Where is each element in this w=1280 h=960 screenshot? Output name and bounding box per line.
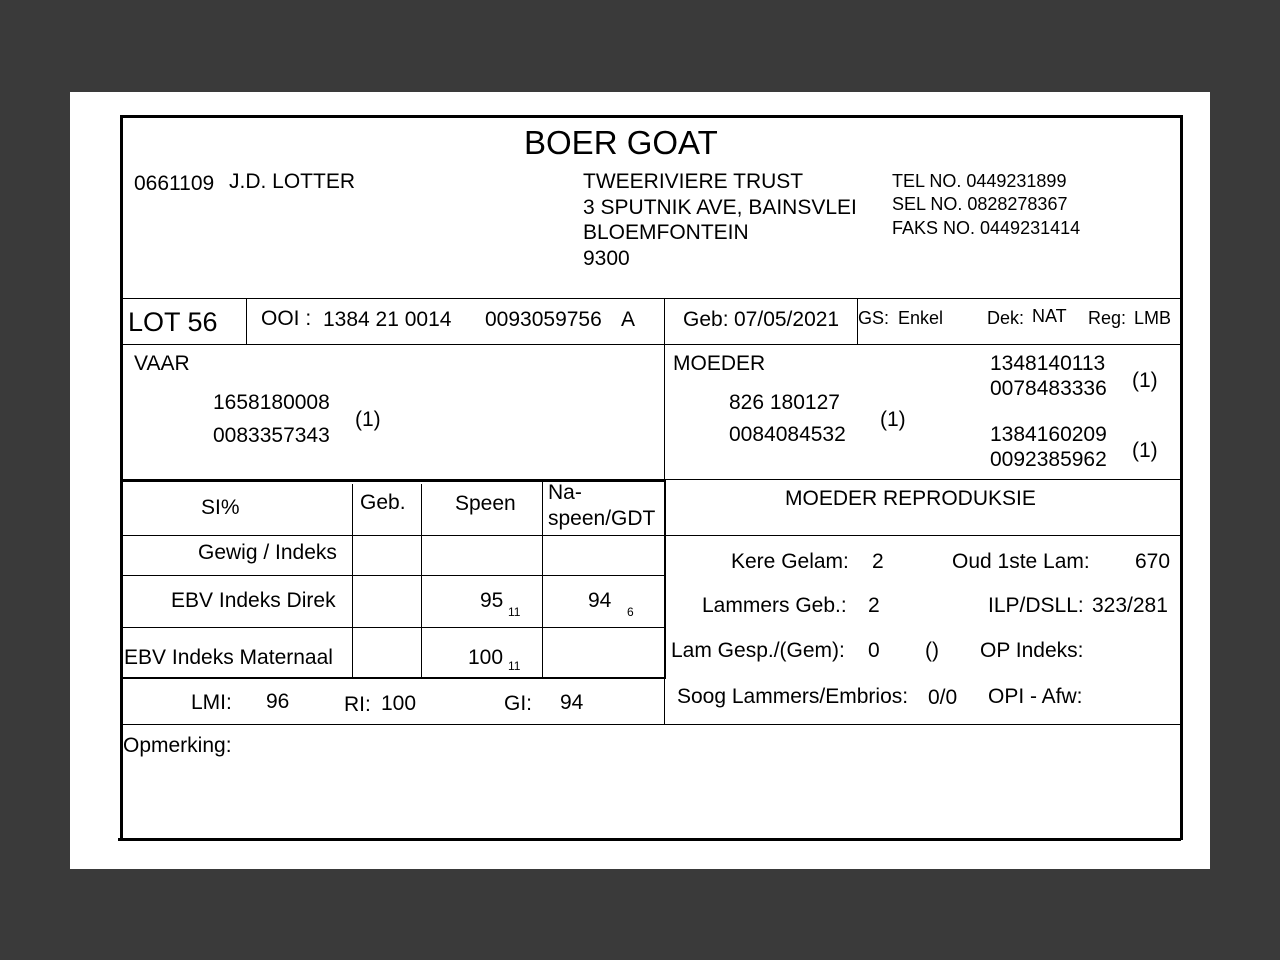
header-speen: Speen bbox=[455, 492, 516, 515]
dek-label: Dek: bbox=[987, 308, 1025, 328]
dam-mark: (1) bbox=[880, 408, 906, 431]
vline-lot bbox=[246, 298, 247, 344]
oud-value: 670 bbox=[1135, 550, 1171, 573]
sire-id-1: 1658180008 bbox=[213, 391, 330, 414]
oud-label: Oud 1ste Lam: bbox=[952, 550, 1090, 573]
gi-label: GI: bbox=[504, 692, 533, 715]
table-row-2 bbox=[122, 575, 664, 576]
contact-tel: TEL NO. 0449231899 bbox=[892, 171, 1067, 191]
header-geb: Geb. bbox=[360, 491, 406, 514]
lmi-label: LMI: bbox=[191, 691, 232, 714]
animal-grade: A bbox=[621, 308, 636, 331]
breeder-name: J.D. LOTTER bbox=[229, 170, 356, 193]
lmi-value: 96 bbox=[266, 690, 290, 713]
table-col-2 bbox=[421, 484, 422, 678]
contact-sel: SEL NO. 0828278367 bbox=[892, 194, 1068, 214]
grandsire-id-2: 0078483336 bbox=[990, 377, 1107, 400]
grandsire-id-1: 1348140113 bbox=[990, 352, 1106, 375]
ilp-value: 323/281 bbox=[1092, 594, 1168, 617]
soog-value: 0/0 bbox=[928, 686, 958, 709]
frame-left bbox=[120, 115, 123, 840]
table-row-1 bbox=[122, 535, 664, 536]
header-si: SI% bbox=[201, 496, 240, 519]
row-ebv-mat-label: EBV Indeks Maternaal bbox=[124, 646, 333, 669]
lammers-label: Lammers Geb.: bbox=[702, 594, 847, 617]
animal-id-1: 1384 21 0014 bbox=[323, 308, 452, 331]
op-label: OP Indeks: bbox=[980, 639, 1084, 662]
gesp-gem-value: () bbox=[925, 639, 939, 662]
table-top bbox=[122, 480, 666, 482]
geb-label: Geb: bbox=[683, 308, 729, 331]
row-gewig-label: Gewig / Indeks bbox=[198, 541, 337, 564]
frame-top bbox=[120, 115, 1183, 118]
gs-label: GS: bbox=[858, 308, 890, 328]
ebv-direk-naspeen-count: 6 bbox=[627, 605, 634, 619]
reg-value: LMB bbox=[1134, 308, 1172, 328]
ilp-label: ILP/DSLL: bbox=[988, 594, 1084, 617]
geb-value: 07/05/2021 bbox=[734, 308, 840, 331]
lammers-value: 2 bbox=[868, 594, 880, 617]
table-col-3 bbox=[542, 482, 543, 678]
repro-heading-line bbox=[664, 535, 1182, 536]
dek-value: NAT bbox=[1032, 306, 1067, 326]
ebv-mat-speen-count: 11 bbox=[508, 659, 521, 673]
contact-faks: FAKS NO. 0449231414 bbox=[892, 218, 1081, 238]
frame-right bbox=[1180, 115, 1183, 840]
kere-label: Kere Gelam: bbox=[731, 550, 849, 573]
address-line-1: TWEERIVIERE TRUST bbox=[583, 170, 804, 193]
ri-label: RI: bbox=[344, 693, 371, 716]
granddam-id-2: 0092385962 bbox=[990, 448, 1107, 471]
ebv-direk-speen: 95 bbox=[480, 589, 504, 612]
sire-id-2: 0083357343 bbox=[213, 424, 330, 447]
dam-id-2: 0084084532 bbox=[729, 423, 846, 446]
address-line-2: 3 SPUTNIK AVE, BAINSVLEI bbox=[583, 196, 857, 219]
dam-id-1: 826 180127 bbox=[729, 391, 840, 414]
table-bottom bbox=[122, 677, 666, 679]
gesp-value: 0 bbox=[868, 639, 880, 662]
ebv-mat-speen: 100 bbox=[468, 646, 504, 669]
kere-value: 2 bbox=[872, 550, 884, 573]
page-title: BOER GOAT bbox=[524, 124, 718, 161]
remarks-label: Opmerking: bbox=[123, 734, 232, 757]
gesp-label: Lam Gesp./(Gem): bbox=[671, 639, 845, 662]
divider-header bbox=[120, 298, 1182, 299]
divider-indices bbox=[120, 724, 1182, 725]
dam-label: MOEDER bbox=[673, 352, 766, 375]
ebv-direk-speen-count: 11 bbox=[508, 605, 521, 619]
frame-bottom bbox=[118, 838, 1181, 841]
header-naspeen-2: speen/GDT bbox=[548, 507, 656, 530]
granddam-id-1: 1384160209 bbox=[990, 423, 1107, 446]
granddam-mark: (1) bbox=[1132, 439, 1158, 462]
gi-value: 94 bbox=[560, 691, 584, 714]
ooi-label: OOI : bbox=[261, 307, 312, 330]
table-right bbox=[664, 480, 666, 679]
gs-value: Enkel bbox=[898, 308, 944, 328]
address-line-3: BLOEMFONTEIN bbox=[583, 221, 749, 244]
breeder-code: 0661109 bbox=[134, 172, 215, 195]
animal-id-2: 0093059756 bbox=[485, 308, 602, 331]
header-naspeen-1: Na- bbox=[548, 481, 582, 504]
repro-heading: MOEDER REPRODUKSIE bbox=[785, 487, 1036, 510]
sire-mark: (1) bbox=[355, 408, 381, 431]
divider-lot-row bbox=[120, 344, 1182, 345]
row-ebv-direk-label: EBV Indeks Direk bbox=[171, 589, 336, 612]
soog-label: Soog Lammers/Embrios: bbox=[677, 685, 909, 708]
table-row-3 bbox=[122, 627, 664, 628]
ri-value: 100 bbox=[381, 692, 417, 715]
address-line-4: 9300 bbox=[583, 247, 630, 270]
sire-label: VAAR bbox=[134, 352, 190, 375]
table-col-1 bbox=[352, 484, 353, 678]
reg-label: Reg: bbox=[1088, 308, 1127, 328]
ebv-direk-naspeen: 94 bbox=[588, 589, 612, 612]
lot-number: LOT 56 bbox=[128, 307, 218, 337]
opi-label: OPI - Afw: bbox=[988, 685, 1083, 708]
grandsire-mark: (1) bbox=[1132, 369, 1158, 392]
